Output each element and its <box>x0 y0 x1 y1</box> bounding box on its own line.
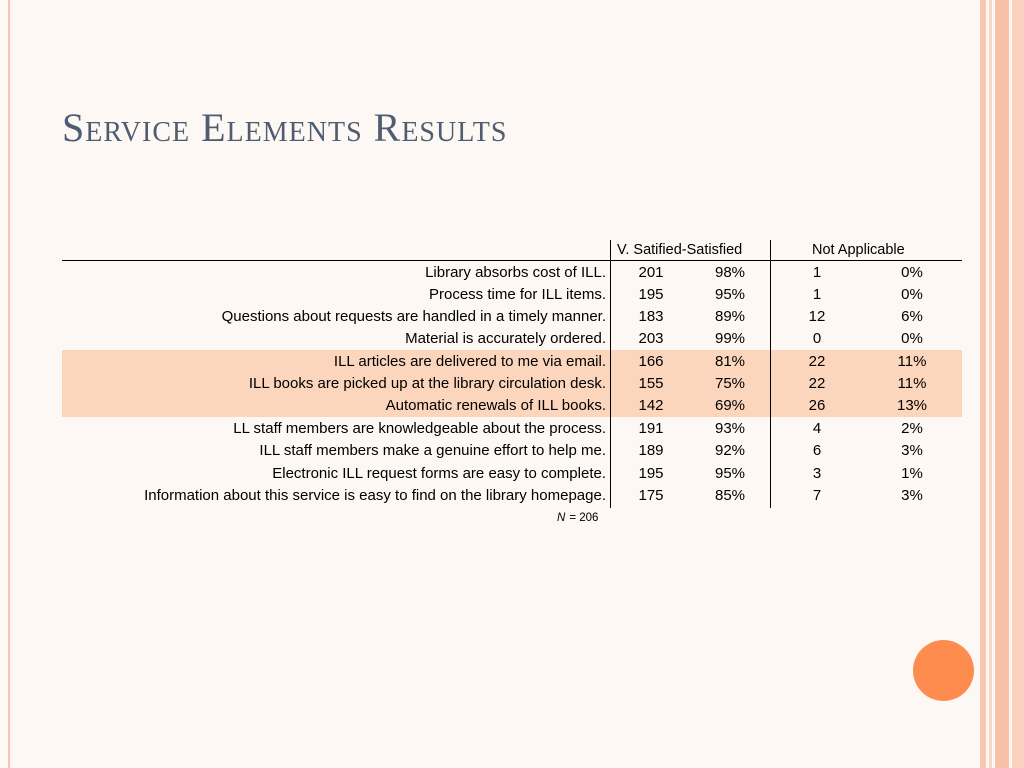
table-row <box>0 284 1024 306</box>
table-row-highlighted <box>0 351 1024 373</box>
header-rule <box>62 260 962 261</box>
table-row <box>0 418 1024 440</box>
row-label: Questions about requests are handled in a timely manner. <box>221 308 606 325</box>
na-percent: 2% <box>901 420 923 437</box>
na-percent: 0% <box>901 330 923 347</box>
na-count: 12 <box>808 308 826 325</box>
na-percent: 11% <box>897 353 927 370</box>
row-label: LL staff members are knowledgeable about the process. <box>233 420 606 437</box>
row-label: Material is accurately ordered. <box>405 330 606 347</box>
satisfied-count: 195 <box>638 465 664 482</box>
satisfied-percent: 99% <box>714 330 746 347</box>
header-satisfied: V. Satified-Satisfied <box>617 242 743 258</box>
satisfied-percent: 89% <box>714 308 746 325</box>
table-row <box>0 306 1024 328</box>
na-count: 0 <box>812 330 822 347</box>
table-row <box>0 463 1024 485</box>
table-row <box>0 262 1024 284</box>
row-label: Automatic renewals of ILL books. <box>385 397 606 414</box>
satisfied-percent: 81% <box>714 353 746 370</box>
satisfied-percent: 98% <box>714 264 746 281</box>
satisfied-percent: 75% <box>714 375 746 392</box>
na-count: 1 <box>812 264 822 281</box>
table-row <box>0 485 1024 507</box>
satisfied-count: 175 <box>638 487 664 504</box>
na-percent: 3% <box>901 487 923 504</box>
row-label: ILL articles are delivered to me via email. <box>333 353 606 370</box>
satisfied-percent: 92% <box>714 442 746 459</box>
row-label: Library absorbs cost of ILL. <box>425 264 606 281</box>
na-count: 1 <box>812 286 822 303</box>
satisfied-count: 183 <box>638 308 664 325</box>
satisfied-percent: 95% <box>714 286 746 303</box>
sample-size-value: = 206 <box>569 512 599 524</box>
table-row <box>0 440 1024 462</box>
sample-size-symbol: N <box>557 512 566 524</box>
satisfied-percent: 85% <box>714 487 746 504</box>
table-row-highlighted <box>0 395 1024 417</box>
na-percent: 13% <box>896 397 928 414</box>
table-row <box>0 328 1024 350</box>
row-label: ILL staff members make a genuine effort to help me. <box>259 442 606 459</box>
satisfied-count: 191 <box>638 420 664 437</box>
row-label: ILL books are picked up at the library circulation desk. <box>248 375 606 392</box>
table-row-highlighted <box>0 373 1024 395</box>
na-count: 22 <box>808 353 826 370</box>
satisfied-percent: 93% <box>714 420 746 437</box>
na-percent: 6% <box>901 308 923 325</box>
satisfied-count: 142 <box>638 397 664 414</box>
row-label: Electronic ILL request forms are easy to complete. <box>272 465 606 482</box>
satisfied-percent: 69% <box>714 397 746 414</box>
na-percent: 0% <box>901 264 923 281</box>
na-percent: 3% <box>901 442 923 459</box>
slide-title: Service Elements Results <box>62 105 508 150</box>
header-not-applicable: Not Applicable <box>812 242 905 258</box>
na-count: 3 <box>812 465 822 482</box>
satisfied-count: 189 <box>638 442 664 459</box>
na-count: 6 <box>812 442 822 459</box>
satisfied-percent: 95% <box>714 465 746 482</box>
satisfied-count: 203 <box>638 330 664 347</box>
na-percent: 1% <box>901 465 923 482</box>
row-label: Information about this service is easy to find on the library homepage. <box>144 487 606 504</box>
satisfied-count: 201 <box>638 264 664 281</box>
na-count: 22 <box>808 375 826 392</box>
na-count: 26 <box>808 397 826 414</box>
na-count: 7 <box>812 487 822 504</box>
na-percent: 0% <box>901 286 923 303</box>
satisfied-count: 155 <box>638 375 664 392</box>
decor-circle <box>913 640 974 701</box>
na-percent: 11% <box>897 375 927 392</box>
sample-size-note <box>557 512 598 524</box>
satisfied-count: 166 <box>638 353 664 370</box>
row-label: Process time for ILL items. <box>429 286 606 303</box>
na-count: 4 <box>812 420 822 437</box>
satisfied-count: 195 <box>638 286 664 303</box>
